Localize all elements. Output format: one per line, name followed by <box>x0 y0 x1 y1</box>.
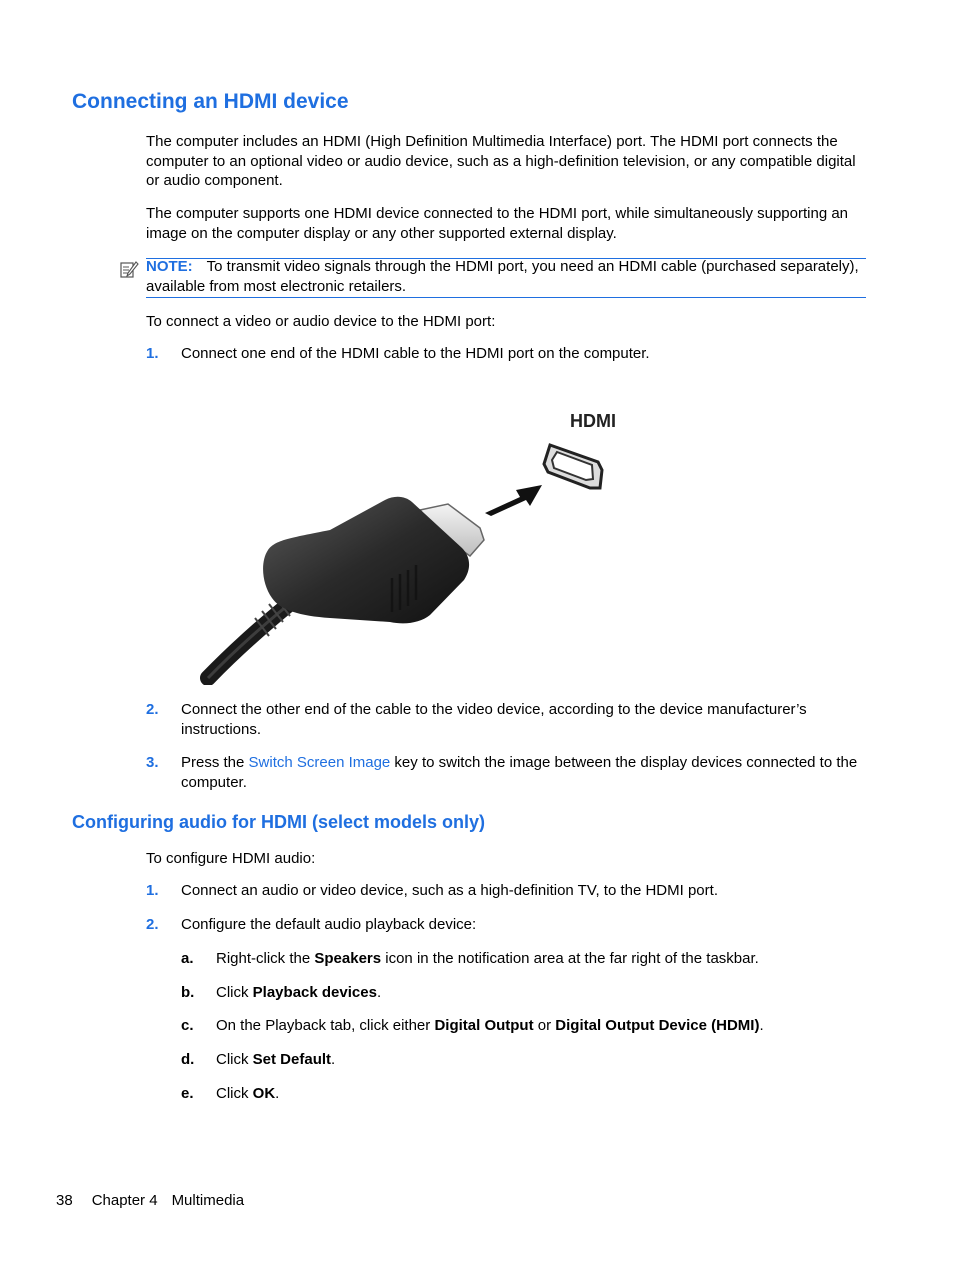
substep-letter: b. <box>181 984 195 1001</box>
substep-bold: Speakers <box>314 950 382 967</box>
substep-bold: Digital Output Device (HDMI) <box>555 1017 760 1034</box>
step-text-suffix: key to switch the image between the display devices connected to the computer. <box>181 754 858 791</box>
step-text-prefix: Press the <box>181 754 249 771</box>
step-text: Connect one end of the HDMI cable to the HDMI port on the computer. <box>181 345 650 362</box>
substep-text <box>216 1050 866 1070</box>
substep-text <box>216 949 866 969</box>
substep-bold: Playback devices <box>252 984 377 1001</box>
substep-middle: or <box>533 1017 556 1034</box>
substep-prefix: Right-click the <box>216 950 315 967</box>
substep-suffix: . <box>331 1051 336 1068</box>
substep-prefix: Click <box>216 1085 253 1102</box>
substep-text <box>216 1016 866 1036</box>
page-footer <box>56 1192 244 1209</box>
hdmi-port-icon <box>544 445 602 488</box>
note-body: To transmit video signals through the HDMI port, you need an HDMI cable (purchased separately), available from most electronic retailers. <box>146 258 859 295</box>
section-heading: Configuring audio for HDMI (select models only) <box>72 812 486 832</box>
connect-intro: To connect a video or audio device to the HDMI port: <box>146 313 496 330</box>
insert-arrow-icon <box>485 485 542 516</box>
substep-bold: Set Default <box>252 1051 332 1068</box>
substep-letter: d. <box>181 1051 195 1068</box>
page-title: Connecting an HDMI device <box>72 90 349 113</box>
substep-suffix: . <box>376 984 382 1001</box>
substep-text <box>216 983 866 1003</box>
step-number: 1. <box>146 345 159 362</box>
step-text: Configure the default audio playback device: <box>181 916 477 933</box>
substep-letter: c. <box>181 1017 194 1034</box>
substep-bold: Digital Output <box>434 1017 534 1034</box>
switch-screen-image-link[interactable]: Switch Screen Image <box>248 754 391 771</box>
audio-intro: To configure HDMI audio: <box>146 850 316 867</box>
substep-prefix: On the Playback tab, click either <box>216 1017 435 1034</box>
hdmi-connector-illustration <box>180 400 640 685</box>
chapter-title: Multimedia <box>171 1192 245 1209</box>
hdmi-label: HDMI <box>570 411 616 431</box>
step-number: 3. <box>146 754 159 771</box>
substep-prefix: Click <box>216 1051 253 1068</box>
step-number: 2. <box>146 916 159 933</box>
substep-letter: a. <box>181 950 194 967</box>
step-number: 2. <box>146 701 159 718</box>
substep-bold: OK <box>252 1085 276 1102</box>
substep-letter: e. <box>181 1085 194 1102</box>
substep-text <box>216 1084 866 1104</box>
substep-prefix: Click <box>216 984 253 1001</box>
step-text <box>181 753 866 793</box>
intro-paragraph-2: The computer supports one HDMI device connected to the HDMI port, while simultaneously supporting an image on the computer display or any other supported external display. <box>146 205 849 242</box>
intro-paragraph-1: The computer includes an HDMI (High Definition Multimedia Interface) port. The HDMI port connects the computer to an optional video or audio device, such as a high-definition television, or any compatible digital or audio component. <box>146 133 856 189</box>
chapter-label: Chapter 4 <box>91 1192 158 1209</box>
note-text <box>146 257 861 297</box>
page-number: 38 <box>56 1192 73 1209</box>
step-text: Connect the other end of the cable to the video device, according to the device manufacturer’s instructions. <box>181 701 807 738</box>
step-number: 1. <box>146 882 159 899</box>
note-icon <box>119 260 139 280</box>
substep-suffix: . <box>275 1085 280 1102</box>
substep-suffix: . <box>759 1017 764 1034</box>
step-text: Connect an audio or video device, such as a high-definition TV, to the HDMI port. <box>181 882 718 899</box>
note-label: NOTE: <box>146 258 193 275</box>
substep-suffix: icon in the notification area at the far right of the taskbar. <box>381 950 759 967</box>
